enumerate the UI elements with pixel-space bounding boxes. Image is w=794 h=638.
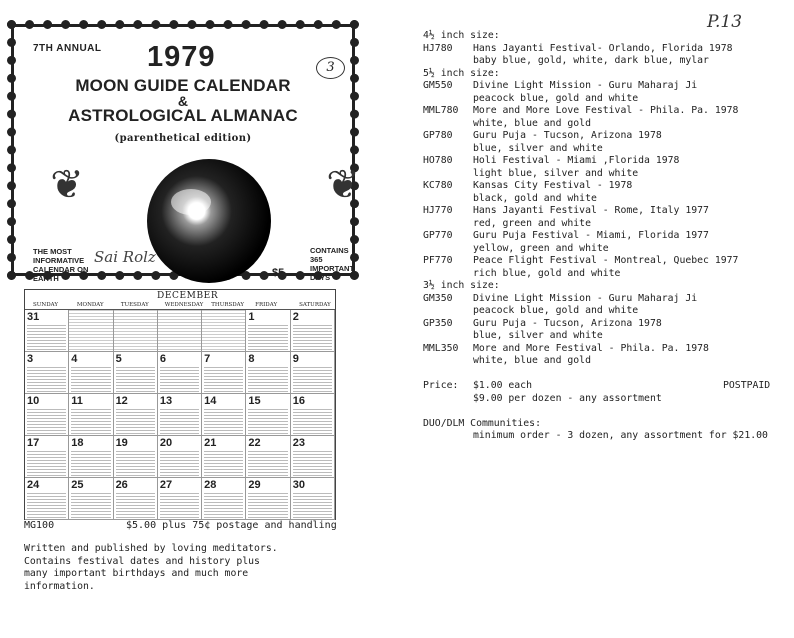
- calendar-day-cell: [246, 352, 290, 394]
- calendar-day-fine-print: [71, 367, 110, 393]
- cover-annual-label: 7TH ANNUAL: [33, 43, 102, 54]
- price-each: $1.00 each: [473, 380, 532, 391]
- calendar-day-cell: [246, 394, 290, 436]
- calendar-day-number: 20: [159, 437, 173, 449]
- calendar-day-cell: [114, 478, 158, 520]
- cover-subtitle: (parenthetical edition): [114, 133, 252, 144]
- calendar-month-title: DECEMBER: [157, 291, 219, 301]
- item-code: GM550: [423, 80, 453, 91]
- calendar-day-number: 27: [159, 479, 173, 491]
- calendar-day-fine-print: [27, 451, 66, 477]
- calendar-day-fine-print: [27, 493, 66, 519]
- item-code: GP770: [423, 230, 453, 241]
- item-name: More and More Love Festival - Phila. Pa. 1978: [473, 105, 739, 116]
- calendar-day-fine-print: [204, 451, 243, 477]
- desc-line: information.: [24, 580, 95, 592]
- calendar-day-cell: [246, 436, 290, 478]
- item-colors: light blue, silver and white: [473, 167, 639, 179]
- calendar-day-number: 23: [292, 437, 305, 449]
- calendar-day-number: 14: [204, 395, 217, 407]
- calendar-day-fine-print: [116, 493, 155, 519]
- calendar-day-fine-print: [27, 367, 66, 393]
- calendar-day-cell: [246, 478, 290, 520]
- catalog-item: [423, 293, 787, 318]
- calendar-day-cell: [69, 478, 113, 520]
- catalog-item: [423, 255, 787, 280]
- item-code: KC780: [423, 180, 453, 191]
- calendar-day-cell: [291, 352, 335, 394]
- catalog-item: [423, 43, 787, 68]
- calendar-day-number: 29: [248, 479, 261, 491]
- product-description: [24, 543, 278, 593]
- calendar-day-number: 30: [292, 479, 305, 491]
- product-price: $5.00 plus 75¢ postage and handling: [126, 520, 337, 531]
- calendar-day-fine-print: [248, 493, 287, 519]
- item-name: Guru Puja Festival - Miami, Florida 1977: [473, 230, 709, 241]
- calendar-day-fine-print: [160, 409, 199, 435]
- calendar-day-cell: [291, 394, 335, 436]
- calendar-day-cell: [69, 310, 113, 352]
- item-code: GM350: [423, 292, 453, 304]
- calendar-day-number: 9: [292, 353, 299, 365]
- item-colors: white, blue and gold: [473, 117, 591, 129]
- calendar-day-number: 31: [27, 311, 40, 323]
- item-colors: blue, silver and white: [473, 142, 603, 154]
- calendar-day-fine-print: [248, 367, 287, 393]
- price-dozen: $9.00 per dozen - any assortment: [473, 392, 662, 404]
- calendar-day-cell: [202, 352, 246, 394]
- calendar-day-number: 24: [27, 479, 40, 491]
- communities-label: DUO/DLM Communities:: [423, 417, 541, 429]
- desc-line: Contains festival dates and history plus: [24, 555, 260, 567]
- calendar-day-number: 17: [27, 437, 40, 449]
- calendar-day-fine-print: [248, 451, 287, 477]
- calendar-day-fine-print: [248, 409, 287, 435]
- calendar-day-fine-print: [27, 409, 66, 435]
- cover-price: $5: [272, 267, 285, 279]
- cover-title-line3: ASTROLOGICAL ALMANAC: [68, 106, 298, 125]
- item-name: Guru Puja - Tucson, Arizona 1978: [473, 130, 662, 141]
- calendar-day-fine-print: [160, 367, 199, 393]
- size-heading: 3½ inch size:: [423, 280, 500, 291]
- item-colors: blue, silver and white: [473, 330, 603, 341]
- calendar-day-number: 16: [292, 395, 305, 407]
- cover-contains: CONTAINS 365 IMPORTANT DAYS: [310, 246, 355, 282]
- calendar-day-cell: [158, 478, 202, 520]
- calendar-day-number: 4: [71, 353, 78, 365]
- catalog-item: [423, 180, 787, 205]
- catalog-item: [423, 105, 787, 130]
- calendar-day-cell: [291, 478, 335, 520]
- calendar-day-number: 5: [115, 353, 122, 365]
- calendar-day-header: WEDNESDAY: [164, 302, 204, 308]
- calendar-day-cell: [25, 352, 69, 394]
- calendar-day-fine-print: [116, 451, 155, 477]
- calendar-day-fine-print: [293, 409, 332, 435]
- calendar-day-cell: [158, 436, 202, 478]
- communities-terms: minimum order - 3 dozen, any assortment for $21.00: [473, 430, 768, 441]
- calendar-day-cell: [291, 436, 335, 478]
- calendar-day-fine-print: [27, 325, 66, 351]
- calendar-day-cell: [69, 352, 113, 394]
- desc-line: many important birthdays and much more: [24, 568, 249, 579]
- calendar-day-cell: [114, 394, 158, 436]
- calendar-day-fine-print: [293, 367, 332, 393]
- moon-illustration-icon: [147, 159, 271, 283]
- page-number-mark: P.13: [707, 12, 743, 32]
- item-colors: white, blue and gold: [473, 355, 591, 366]
- catalog-item: [423, 80, 787, 105]
- calendar-day-cell: [69, 394, 113, 436]
- calendar-day-cell: [114, 436, 158, 478]
- cover-year: 1979: [147, 41, 216, 73]
- calendar-day-fine-print: [160, 451, 199, 477]
- calendar-day-cell: [202, 394, 246, 436]
- calendar-day-fine-print: [116, 409, 155, 435]
- item-code: MML780: [423, 105, 459, 116]
- item-name: Guru Puja - Tucson, Arizona 1978: [473, 317, 662, 329]
- item-colors: baby blue, gold, white, dark blue, mylar: [473, 55, 709, 66]
- calendar-day-number: 15: [248, 395, 261, 407]
- calendar-day-fine-print: [293, 493, 332, 519]
- calendar-day-number: 12: [115, 395, 128, 407]
- calendar-day-cell: [158, 310, 202, 352]
- item-colors: rich blue, gold and white: [473, 267, 621, 279]
- calendar-day-cell: [114, 352, 158, 394]
- item-code: HJ770: [423, 205, 453, 216]
- item-name: Divine Light Mission - Guru Maharaj Ji: [473, 80, 698, 91]
- calendar-day-cell: [25, 310, 69, 352]
- calendar-day-fine-print: [204, 493, 243, 519]
- item-code: MML350: [423, 342, 459, 354]
- cherub-illustration-icon: ❦: [50, 162, 84, 208]
- calendar-day-number: 1: [248, 311, 255, 323]
- catalog-item: [423, 130, 787, 155]
- calendar-month-preview: [24, 289, 336, 520]
- calendar-day-fine-print: [71, 493, 110, 519]
- item-code: HO780: [423, 155, 453, 166]
- calendar-day-fine-print: [248, 325, 287, 351]
- item-code: GP780: [423, 130, 453, 141]
- calendar-day-header: MONDAY: [76, 302, 104, 308]
- calendar-day-header: SUNDAY: [33, 302, 59, 308]
- desc-line: Written and published by loving meditators.: [24, 543, 278, 554]
- calendar-day-number: 28: [204, 479, 217, 491]
- cover-blurb: THE MOST INFORMATIVE CALENDAR ON EARTH: [33, 247, 89, 283]
- calendar-day-cell: [202, 436, 246, 478]
- calendar-day-fine-print: [293, 451, 332, 477]
- item-name: Peace Flight Festival - Montreal, Quebec 1977: [473, 255, 739, 266]
- calendar-day-cell: [25, 394, 69, 436]
- calendar-day-number: 25: [71, 479, 84, 491]
- calendar-day-number: 22: [248, 437, 261, 449]
- size-heading: 4½ inch size:: [423, 30, 500, 41]
- item-code: HJ780: [423, 42, 453, 54]
- cover-title-ampersand: &: [177, 93, 189, 109]
- calendar-day-fine-print: [293, 325, 332, 351]
- calendar-day-number: 3: [27, 353, 34, 365]
- calendar-day-number: 6: [159, 353, 166, 365]
- item-name: More and More Festival - Phila. Pa. 1978: [473, 342, 709, 354]
- postpaid-label: POSTPAID: [723, 380, 771, 391]
- cover-title-line1: MOON GUIDE CALENDAR: [75, 76, 291, 95]
- calendar-day-cell: [158, 394, 202, 436]
- calendar-day-header: FRIDAY: [255, 302, 278, 308]
- calendar-day-cell: [246, 310, 290, 352]
- calendar-day-number: 11: [71, 395, 83, 407]
- calendar-day-header: SATURDAY: [299, 302, 331, 308]
- button-catalog: [423, 30, 787, 443]
- item-code: PF770: [423, 255, 453, 266]
- calendar-day-number: 26: [115, 479, 128, 491]
- calendar-day-cell: [25, 478, 69, 520]
- price-label: Price:: [423, 380, 459, 391]
- calendar-day-fine-print: [160, 493, 199, 519]
- item-code: GP350: [423, 317, 453, 329]
- item-colors: yellow, green and white: [473, 242, 609, 254]
- size-heading: 5½ inch size:: [423, 67, 500, 79]
- cherub-illustration-icon: ❦: [326, 162, 360, 208]
- calendar-day-fine-print: [116, 367, 155, 393]
- item-colors: red, green and white: [473, 217, 591, 229]
- calendar-day-header: THURSDAY: [211, 302, 245, 308]
- item-name: Divine Light Mission - Guru Maharaj Ji: [473, 292, 698, 304]
- item-colors: black, gold and white: [473, 192, 597, 204]
- calendar-day-fine-print: [204, 409, 243, 435]
- calendar-day-cell: [291, 310, 335, 352]
- catalog-item: [423, 318, 787, 343]
- calendar-day-number: 2: [292, 311, 299, 323]
- catalog-item: [423, 155, 787, 180]
- calendar-day-number: 8: [248, 353, 255, 365]
- item-name: Hans Jayanti Festival - Rome, Italy 1977: [473, 205, 709, 216]
- calendar-day-fine-print: [204, 367, 243, 393]
- item-name: Holi Festival - Miami ,Florida 1978: [473, 155, 680, 166]
- item-colors: peacock blue, gold and white: [473, 92, 639, 104]
- item-colors: peacock blue, gold and white: [473, 305, 639, 316]
- calendar-day-cell: [114, 310, 158, 352]
- calendar-cover: [7, 20, 360, 283]
- calendar-day-cell: [25, 436, 69, 478]
- item-name: Hans Jayanti Festival- Orlando, Florida 1978: [473, 42, 733, 54]
- cover-signature: Sai Rolz: [94, 248, 156, 266]
- calendar-day-number: 13: [159, 395, 173, 407]
- calendar-day-number: 10: [27, 395, 40, 407]
- calendar-day-cell: [158, 352, 202, 394]
- calendar-day-number: 7: [204, 353, 211, 365]
- cover-edition-number: 3: [316, 57, 345, 79]
- catalog-item: [423, 230, 787, 255]
- calendar-day-header: TUESDAY: [120, 302, 149, 308]
- calendar-day-cell: [202, 310, 246, 352]
- calendar-day-cell: [202, 478, 246, 520]
- calendar-day-fine-print: [71, 409, 110, 435]
- catalog-item: [423, 343, 787, 368]
- product-code: MG100: [24, 520, 55, 531]
- calendar-day-fine-print: [71, 451, 110, 477]
- item-name: Kansas City Festival - 1978: [473, 180, 633, 191]
- calendar-day-number: 21: [204, 437, 217, 449]
- calendar-day-number: 19: [115, 437, 128, 449]
- catalog-item: [423, 205, 787, 230]
- calendar-day-cell: [69, 436, 113, 478]
- calendar-day-number: 18: [71, 437, 84, 449]
